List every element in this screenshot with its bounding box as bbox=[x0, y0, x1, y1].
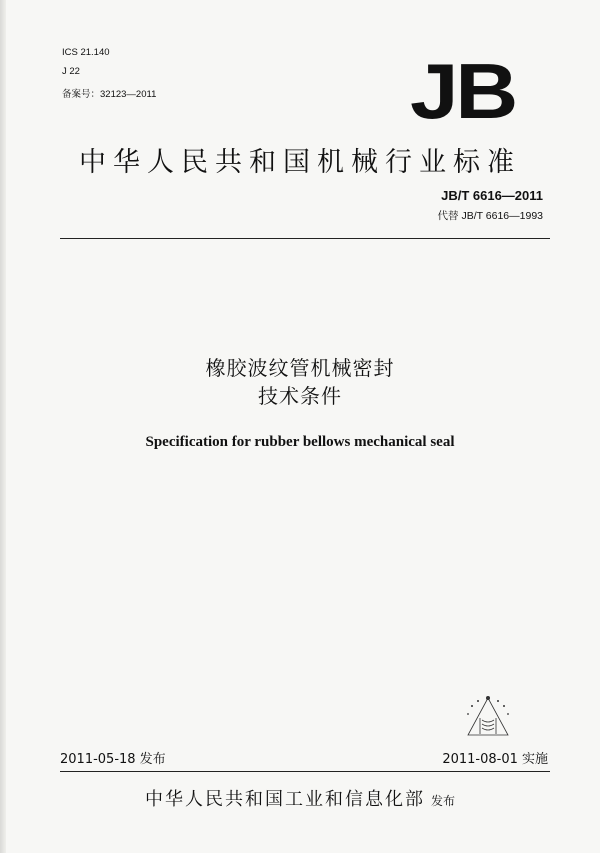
j-code: J 22 bbox=[62, 66, 80, 77]
publisher-name: 中华人民共和国工业和信息化部 bbox=[144, 789, 425, 810]
footer-divider bbox=[60, 771, 550, 772]
issue-date: 2011-05-18 发布 bbox=[60, 752, 166, 767]
publisher-suffix: 发布 bbox=[430, 794, 455, 808]
publisher bbox=[0, 785, 600, 811]
national-standard-title: 中华人民共和国机械行业标准 bbox=[79, 147, 521, 178]
document-title-line2: 技术条件 bbox=[258, 384, 342, 408]
document-title-english: Specification for rubber bellows mechanical seal bbox=[145, 434, 455, 450]
filing-number: 备案号：32123—2011 bbox=[62, 89, 157, 100]
ics-code: ICS 21.140 bbox=[62, 47, 110, 58]
document-title-line1: 橡胶波纹管机械密封 bbox=[205, 356, 395, 380]
publisher-seal-icon bbox=[458, 690, 518, 745]
jb-logo: JB bbox=[410, 47, 515, 135]
implementation-date: 2011-08-01 实施 bbox=[442, 752, 548, 767]
scan-edge bbox=[0, 0, 6, 853]
standard-number: JB/T 6616—2011 bbox=[441, 188, 543, 203]
header-divider bbox=[60, 238, 550, 239]
replaces-standard: 代替 JB/T 6616—1993 bbox=[437, 210, 543, 222]
